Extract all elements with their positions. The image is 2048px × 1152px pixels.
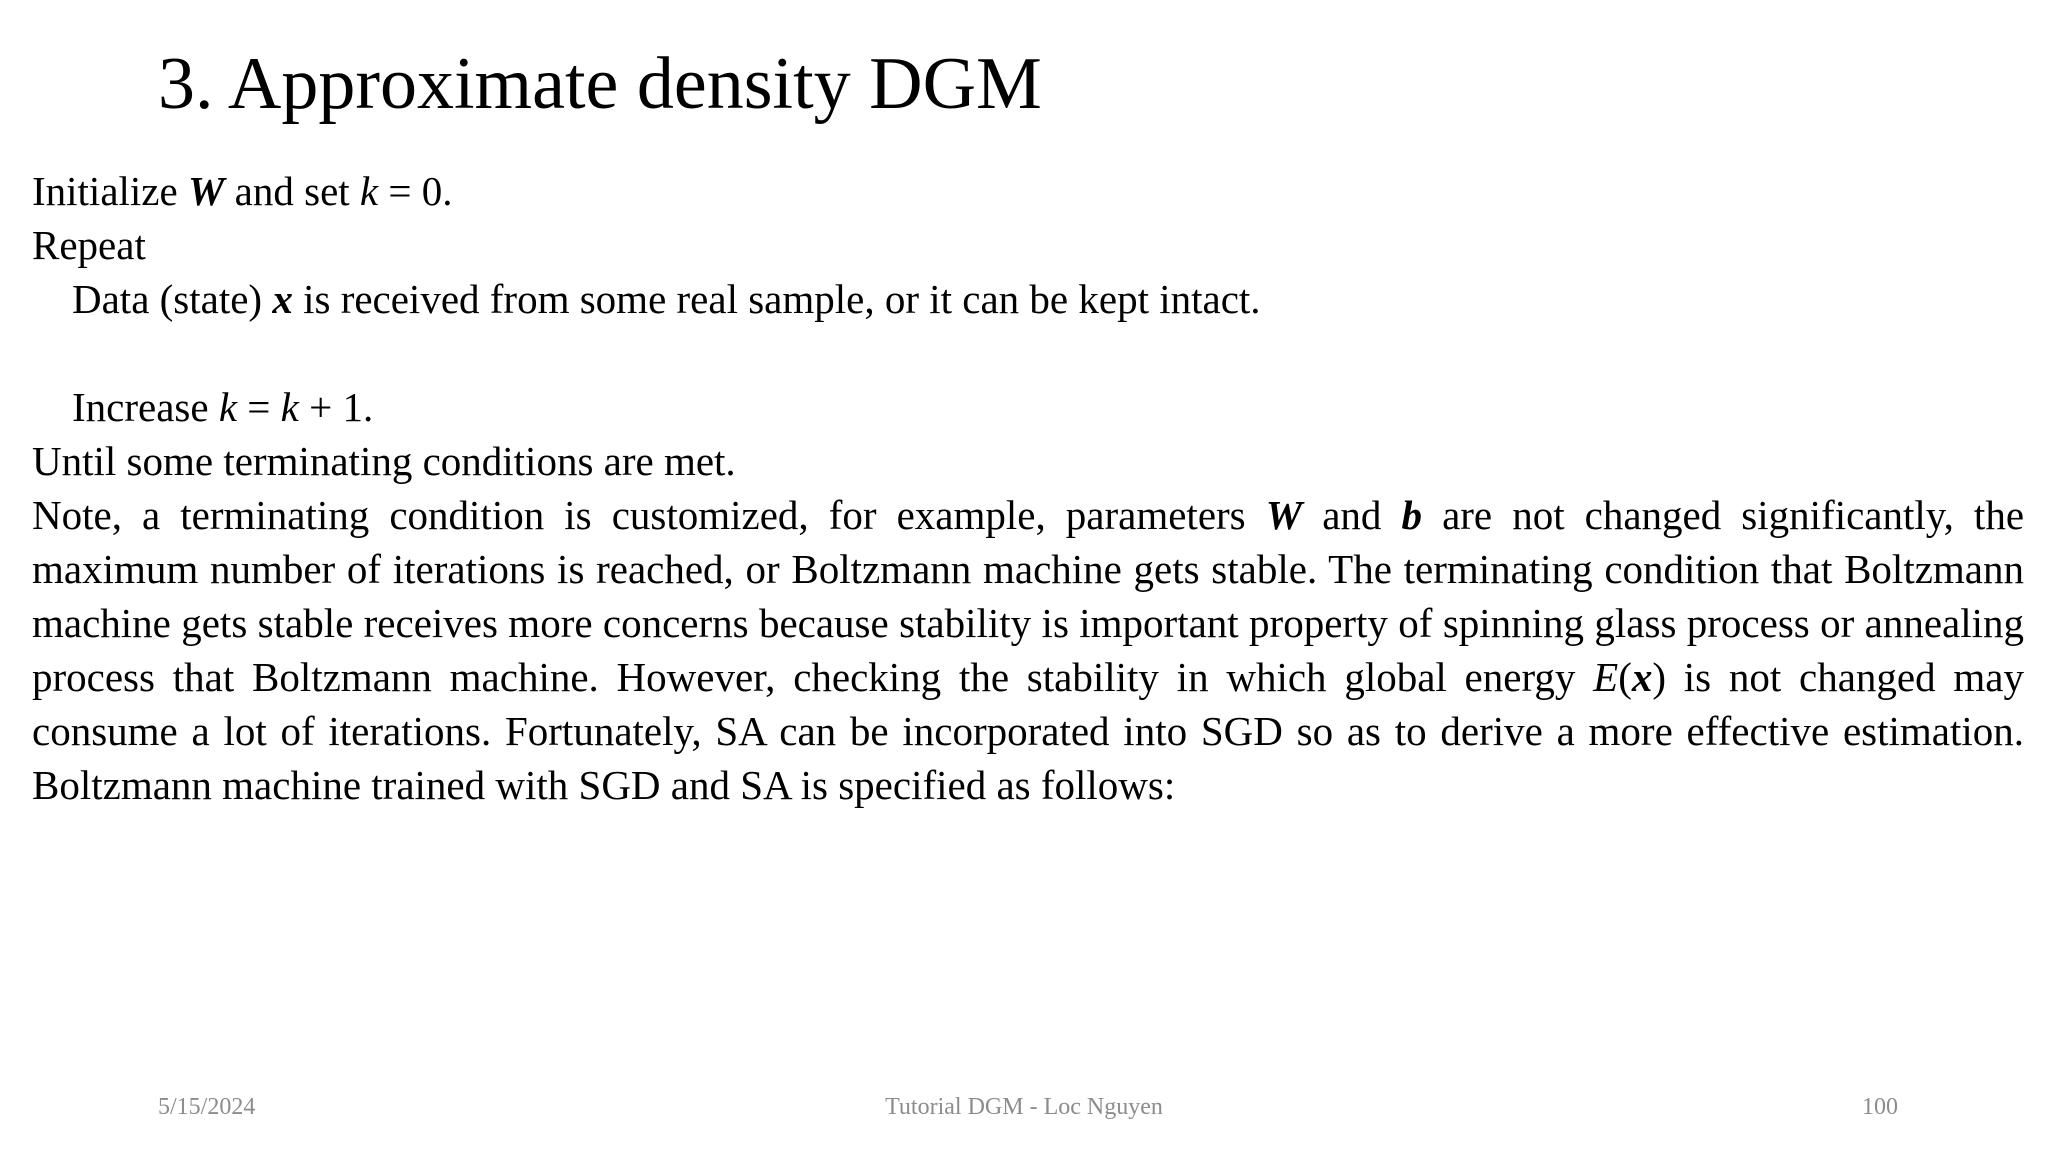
symbol-k: k (280, 384, 299, 430)
repeat-line: Repeat (32, 222, 146, 268)
symbol-E: E (1593, 654, 1619, 700)
slide-body (32, 164, 2024, 812)
symbol-k: k (359, 168, 379, 214)
blank-line (32, 326, 2024, 380)
symbol-W: W (187, 168, 225, 214)
slide-title: 3. Approximate density DGM (158, 43, 1042, 125)
footer-page-number: 100 (1862, 1094, 1898, 1120)
data-state-line: Data (state) x is received from some real sample, or it can be kept intact. (72, 276, 1261, 322)
symbol-k: k (218, 384, 238, 430)
symbol-x: x (1631, 654, 1653, 700)
increase-line: Increase k = k + 1. (72, 384, 374, 430)
until-line: Until some terminating conditions are met. (32, 438, 736, 484)
footer-date: 5/15/2024 (158, 1094, 256, 1120)
footer-title: Tutorial DGM - Loc Nguyen (885, 1094, 1163, 1120)
init-line: Initialize W and set k = 0. (32, 168, 453, 214)
note-paragraph: Note, a terminating condition is customized, for example, parameters W and b are not changed significantly, the maximum number of iterations is reached, or Boltzmann machine gets stable. The terminating condition that Boltzmann machine gets stable receives more concerns because stability is important property of spinning glass process or annealing process that Boltzmann machine. However, checking the stability in which global energy E(x) is not changed may consume a lot of iterations. Fortunately, SA can be incorporated into SGD so as to derive a more effective estimation. Boltzmann machine trained with SGD and SA is specified as follows: (32, 492, 2025, 808)
symbol-W: W (1265, 492, 1303, 538)
symbol-x: x (272, 276, 293, 322)
symbol-b: b (1401, 492, 1423, 538)
